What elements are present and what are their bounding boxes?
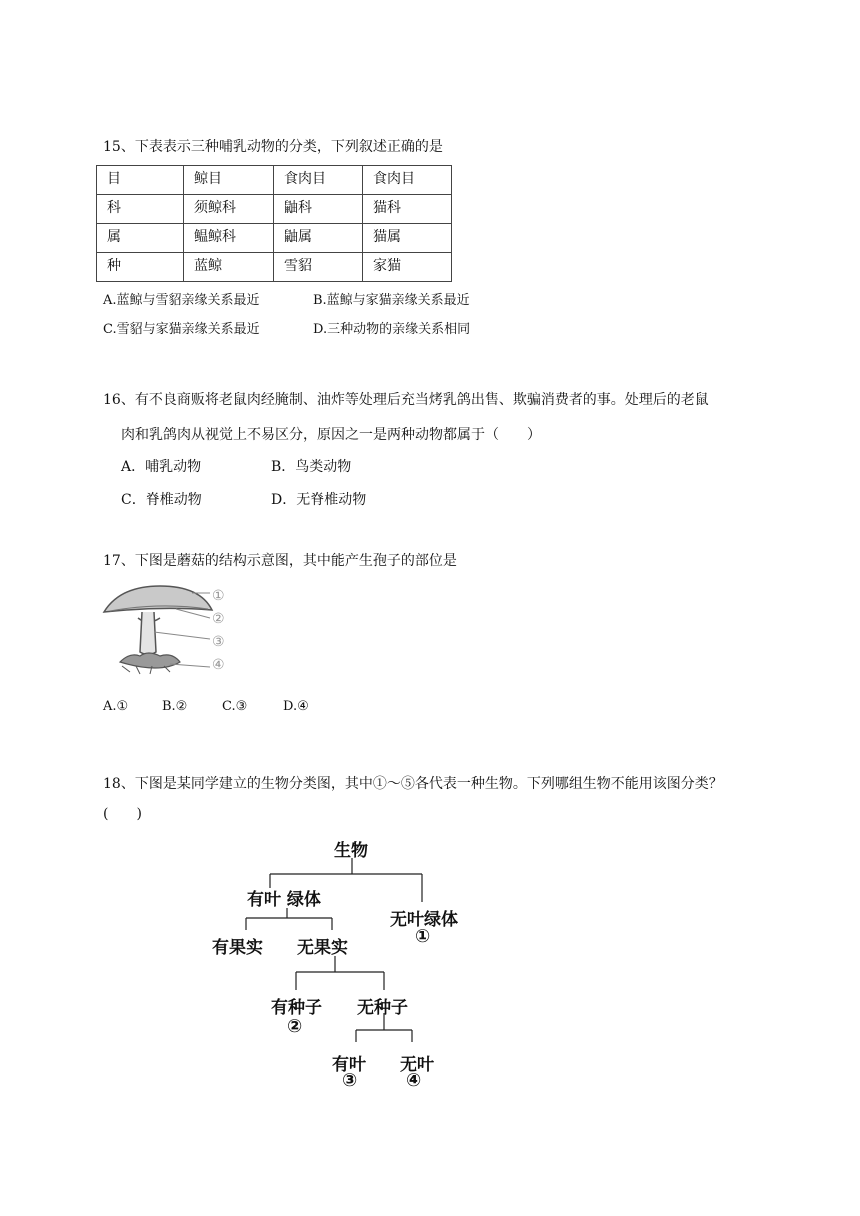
q17-option-b: B.②: [162, 699, 188, 714]
table-row: [97, 195, 452, 224]
tree-node-no-chloroplast: 无叶绿体: [390, 910, 458, 930]
table-cell: 猫属: [363, 224, 452, 253]
q18-paren: ( ): [103, 806, 142, 822]
tree-node-no-leaf: 无叶: [400, 1055, 434, 1075]
q17-option-d: D.④: [283, 699, 309, 714]
q15-stem: 15、下表表示三种哺乳动物的分类，下列叙述正确的是: [103, 139, 443, 155]
mushroom-hyphae: [120, 653, 180, 668]
table-cell: 科: [97, 195, 184, 224]
q15-option-d: D.三种动物的亲缘关系相同: [313, 322, 471, 337]
q17-stem: 17、下图是蘑菇的结构示意图，其中能产生孢子的部位是: [103, 553, 457, 569]
tree-num-2: ②: [287, 1016, 303, 1037]
tree-num-3: ③: [342, 1070, 358, 1091]
table-row: [97, 166, 452, 195]
tree-node-has-leaf: 有叶: [332, 1055, 366, 1075]
q15-option-b: B.蓝鲸与家猫亲缘关系最近: [313, 293, 470, 308]
table-cell: 目: [97, 166, 184, 195]
table-cell: 鳁鲸科: [184, 224, 274, 253]
label-3: ③: [212, 634, 225, 650]
tree-num-1: ①: [415, 926, 431, 947]
tree-root: 生物: [334, 841, 368, 861]
label-2: ②: [212, 611, 225, 627]
mushroom-labels: [212, 585, 225, 677]
table-cell: 蓝鲸: [184, 253, 274, 282]
tree-node-no-fruit: 无果实: [297, 938, 348, 958]
q17-option-a: A.①: [103, 699, 129, 714]
q15-option-c: C.雪貂与家猫亲缘关系最近: [103, 322, 260, 337]
tree-node-no-seed: 无种子: [357, 998, 408, 1018]
q16-stem-line2: 肉和乳鸽肉从视觉上不易区分，原因之一是两种动物都属于（ ）: [121, 427, 541, 443]
q18-stem: 18、下图是某同学建立的生物分类图，其中①～⑤各代表一种生物。下列哪组生物不能用该图分类？: [103, 776, 723, 792]
table-cell: 鲸目: [184, 166, 274, 195]
tree-node-has-fruit: 有果实: [212, 938, 263, 958]
table-cell: 属: [97, 224, 184, 253]
classification-table: [96, 165, 452, 282]
mushroom-cap: [104, 586, 212, 612]
table-cell: 种: [97, 253, 184, 282]
q16-option-b: B．鸟类动物: [271, 459, 352, 475]
table-cell: 食肉目: [274, 166, 363, 195]
q16-option-a: A．哺乳动物: [121, 459, 202, 475]
table-cell: 食肉目: [363, 166, 452, 195]
table-row: [97, 253, 452, 282]
q16-stem-line1: 16、有不良商贩将老鼠肉经腌制、油炸等处理后充当烤乳鸽出售、欺骗消费者的事。处理后的老鼠: [103, 392, 709, 408]
tree-node-has-seed: 有种子: [271, 998, 322, 1018]
tree-num-4: ④: [406, 1070, 422, 1091]
table-cell: 家猫: [363, 253, 452, 282]
q16-option-d: D．无脊椎动物: [271, 492, 367, 508]
q17-option-c: C.③: [222, 699, 248, 714]
mushroom-stem: [140, 612, 156, 655]
table-cell: 鼬科: [274, 195, 363, 224]
q16-option-c: C．脊椎动物: [121, 492, 202, 508]
table-cell: 须鲸科: [184, 195, 274, 224]
label-1: ①: [212, 588, 225, 604]
tree-node-has-chloroplast: 有叶 绿体: [247, 890, 321, 910]
label-4: ④: [212, 657, 225, 673]
table-cell: 猫科: [363, 195, 452, 224]
q15-option-a: A.蓝鲸与雪貂亲缘关系最近: [103, 293, 260, 308]
table-cell: 鼬属: [274, 224, 363, 253]
table-cell: 雪貂: [274, 253, 363, 282]
table-row: [97, 224, 452, 253]
